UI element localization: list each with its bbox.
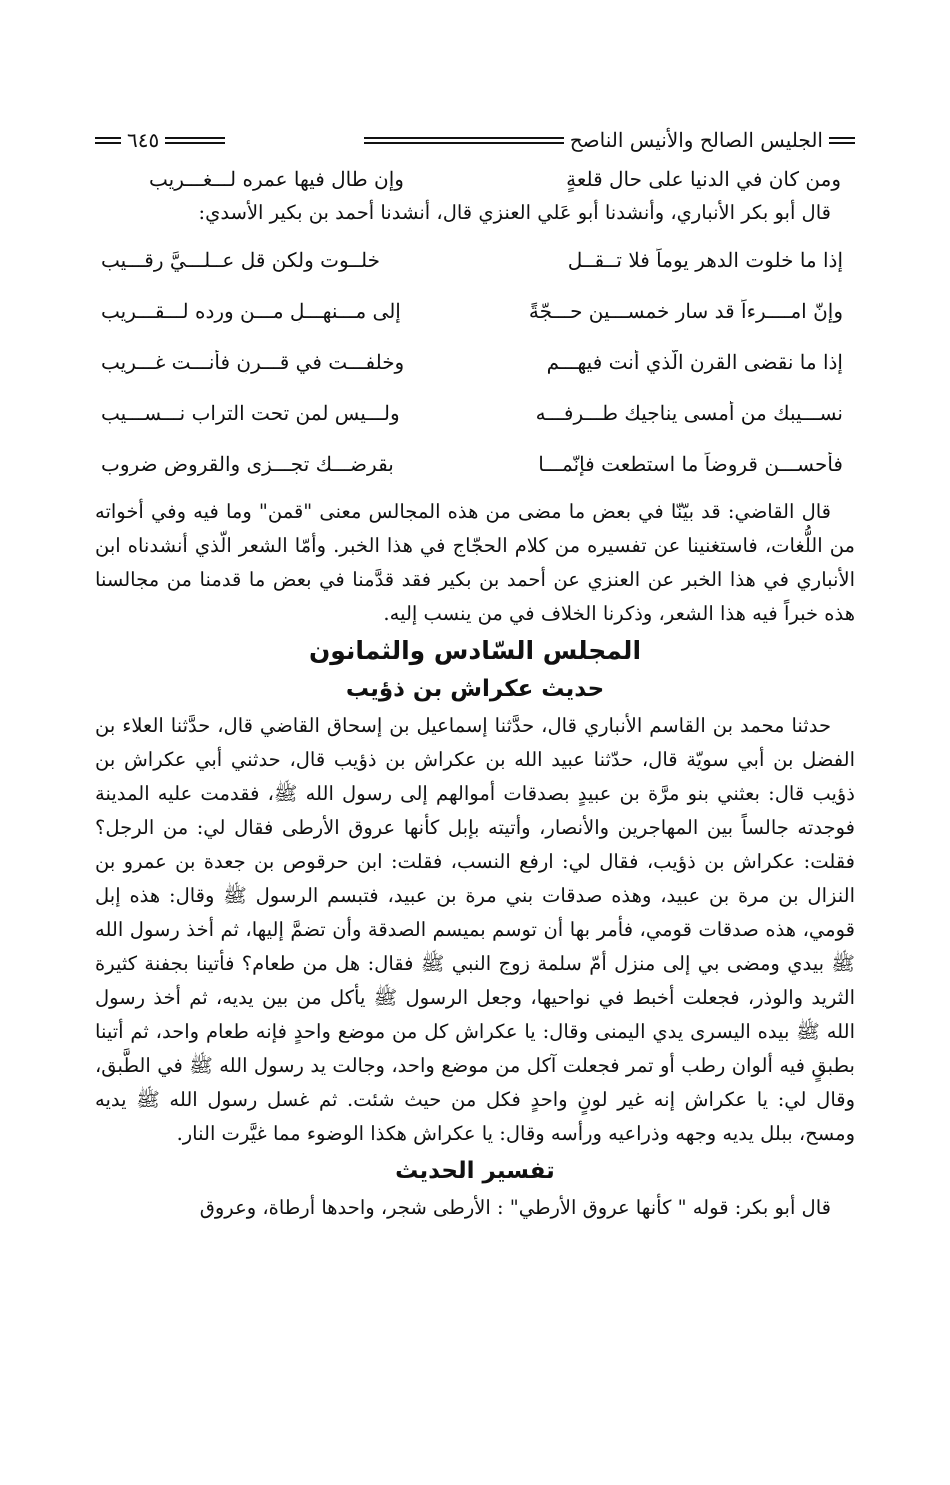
tafsir-heading: تفسير الحديث: [395, 1158, 555, 1184]
verse-second-hemistich: خلــوت ولكن قل عــلـــيَّ رقـــيب: [101, 247, 381, 272]
verse-second-hemistich: ولـــيس لمن تحت التراب نـــســـيب: [101, 400, 400, 425]
verse-second-hemistich: إلى مـــنهـــلٍ مـــن ورده لـــقـــريب: [101, 298, 401, 323]
header-title-group: [364, 128, 855, 152]
tafsir-paragraph: قال أبو بكر: قوله " كأنها عروق الأرطي" : الأرطى شجر، واحدها أرطاة، وعروق: [199, 1196, 831, 1219]
poem-verse: [95, 234, 855, 285]
page-number-end-rule: [95, 137, 121, 144]
header-page-group: [95, 128, 225, 152]
poem: [95, 234, 855, 489]
running-header: [95, 118, 855, 162]
majlis-heading: المجلس السّادس والثمانون: [308, 636, 642, 665]
poem-verse: [95, 387, 855, 438]
verse-first-hemistich: إذا ما نقضى القرن الّذي أنت فيهـــم: [546, 349, 843, 374]
poem-verse: [95, 438, 855, 489]
verse-first-hemistich: نســـيبك من أمسى يناجيك طـــرفـــه: [535, 400, 843, 425]
book-title: الجليس الصالح والأنيس الناصح: [569, 128, 823, 152]
header-divider-rule: [364, 137, 564, 144]
verse-first-hemistich: إذا ما خلوت الدهر يوماً فلا تــقــل: [567, 247, 843, 272]
verse-second-hemistich: وخلفـــت في قـــرنٍ فأنـــت غـــريب: [101, 349, 405, 374]
page-number: ٦٤٥: [127, 128, 160, 152]
opening-verse-first: ومن كان في الدنيا على حال قلعةٍ: [566, 167, 841, 191]
opening-verse-second: وإن طال فيها عمره لـــغـــريب: [149, 167, 404, 191]
header-ornament-rule: [829, 137, 855, 144]
opening-verse: [95, 162, 855, 196]
verse-first-hemistich: وإنّ امــــرءاً قد سار خمســـين حـــجّةً: [528, 298, 843, 323]
poem-verse: [95, 336, 855, 387]
verse-second-hemistich: بقرضـــك تجـــزى والقروض ضروب: [101, 451, 394, 476]
hadith-heading: حديث عكراش بن ذؤيب: [345, 676, 605, 702]
hadith-paragraph: حدثنا محمد بن القاسم الأنباري قال، حدَّثنا إسماعيل بن إسحاق القاضي قال، حدَّثنا العلاء بن الفضل بن أبي سويّة قال، حدّثنا عبيد الله بن عكراش بن ذؤيب قال، حدثني أبي عكراش بن ذؤيب قال: بعثني بنو مرَّة بن عبيدٍ بصدقات أموالهم إلى رسول الله ﷺ، فقدمت عليه المدينة فوجدته جالساً بين المهاجرين والأنصار، وأتيته بإبل كأنها عروق الأرطى فقال لي: من الرجل؟ فقلت: عكراش بن ذؤيب، فقال لي: ارفع النسب، فقلت: ابن حرقوص بن جعدة بن عمرو بن النزال بن مرة بن عبيد، وهذه صدقات بني مرة بن عبيد، فتبسم الرسول ﷺ وقال: هذه إبل قومي، هذه صدقات قومي، فأمر بها أن توسم بميسم الصدقة وأن تضمَّ إليها، ثم أخذ رسول الله ﷺ بيدي ومضى بي إلى منزل أمّ سلمة زوج النبي ﷺ فقال: هل من طعام؟ فأتينا بجفنة كثيرة الثريد والوذر، فجعلت أخبط في نواحيها، وجعل الرسول ﷺ يأكل من بين يديه، ثم أخذ رسول الله ﷺ بيده اليسرى يدي اليمنى وقال: يا عكراش كل من موضع واحدٍ فإنه طعام واحد، ثم أتينا بطبقٍ فيه ألوان رطب أو تمر فجعلت آكل من موضع واحد، وجالت يد رسول الله ﷺ في الطَّبق، وقال لي: يا عكراش إنه غير لونٍ واحدٍ فكل من حيث شئت. ثم غسل رسول الله ﷺ يديه ومسح، ببلل يديه وجهه وذراعيه ورأسه وقال: يا عكراش هكذا الوضوء مما غيَّرت النار.: [95, 714, 855, 1145]
verse-first-hemistich: فأحســـن قروضاً ما استطعت فإنّمـــا: [538, 451, 843, 476]
qadi-commentary: قال القاضي: قد بيّنّا في بعض ما مضى من هذه المجالس معنى "قمن" وما فيه وفي أخواته من اللُّغات، فاستغنينا عن تفسيره من كلام الحجّاج في هذا الخبر. وأمّا الشعر الّذي أنشدناه ابن الأنباري في هذا الخبر عن العنزي عن أحمد بن بكير فقد قدَّمنا في بعض ما قدمنا من مجالسنا هذه خبراً فيه هذا الشعر، وذكرنا الخلاف في من ينسب إليه.: [95, 500, 855, 625]
poem-verse: [95, 285, 855, 336]
page-number-rule: [165, 137, 225, 144]
book-page: [95, 118, 855, 1225]
intro-paragraph: قال أبو بكر الأنباري، وأنشدنا أبو عَلي العنزي قال، أنشدنا أحمد بن بكير الأسدي:: [198, 201, 831, 224]
